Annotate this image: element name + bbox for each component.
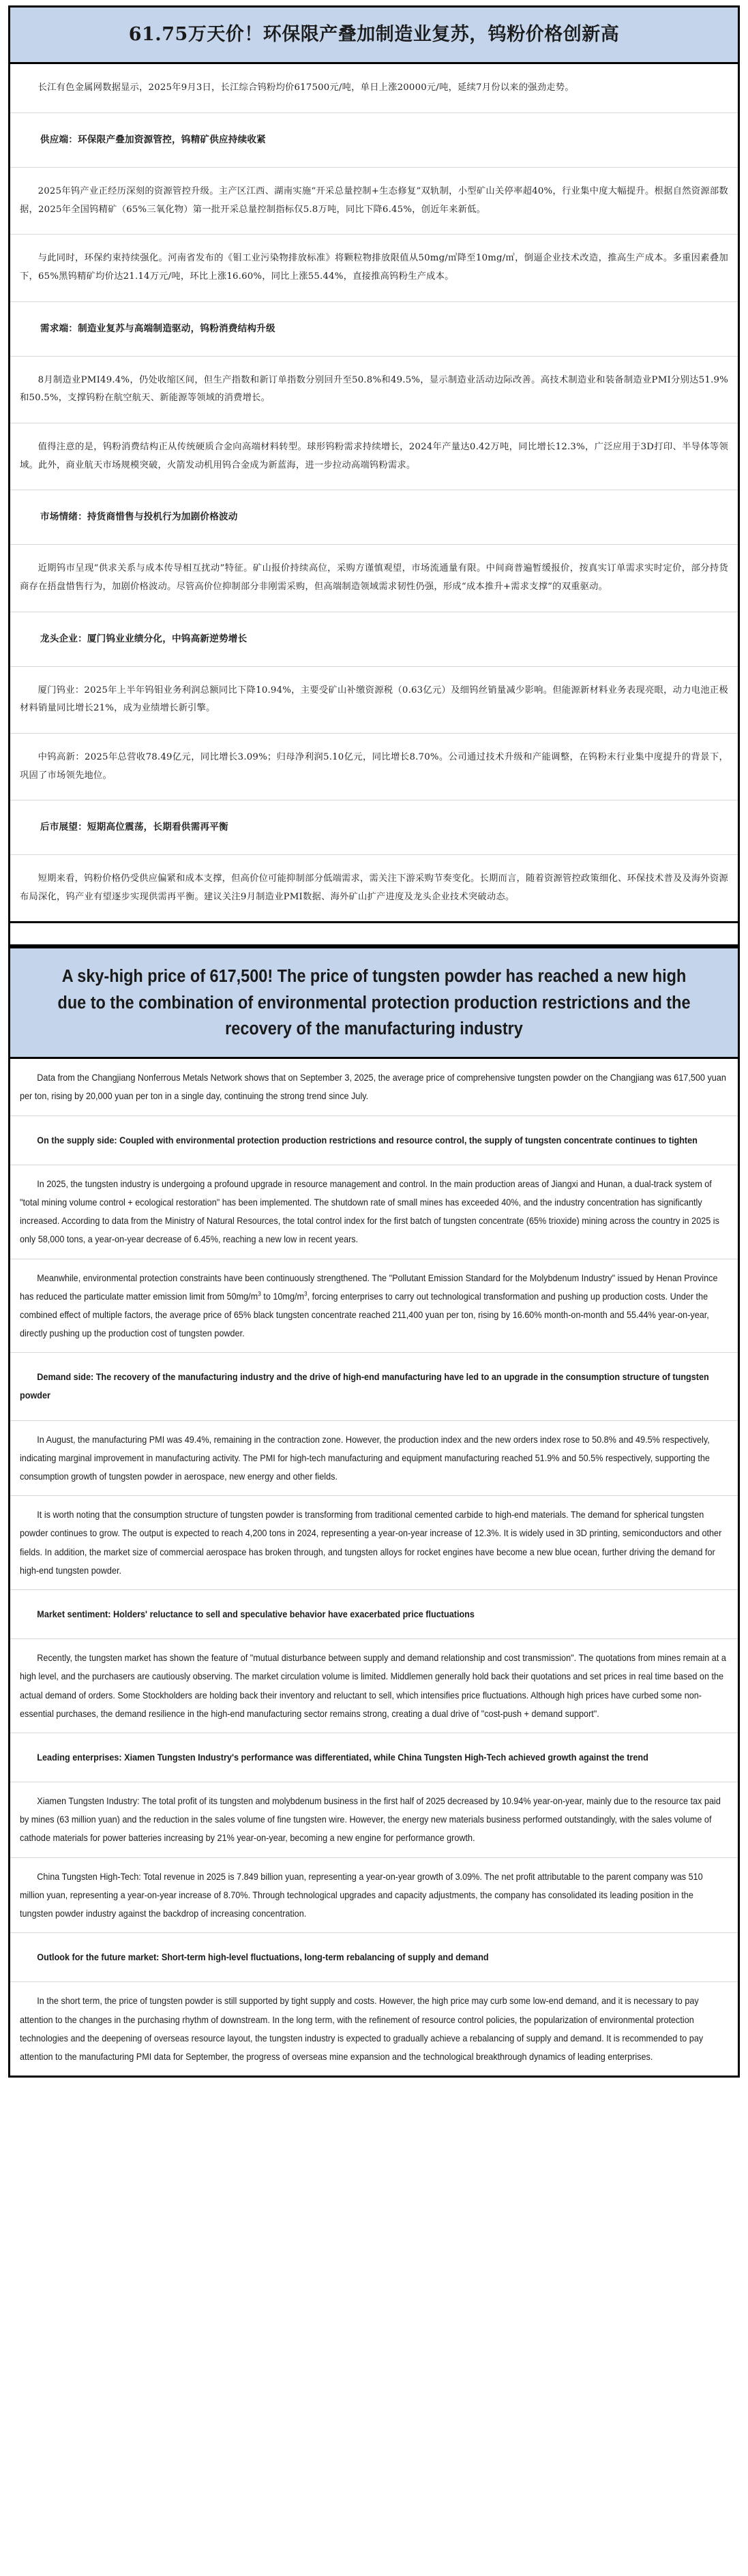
chinese-paragraph-cell [10,855,738,921]
english-paragraph: In 2025, the tungsten industry is undergoing a profound upgrade in resource management and control. In the main production areas of Jiangxi and Hunan, a dual-track system of "total mining volume control + ecological restoration" has been implemented. The shutdown rate of small mines has exceeded 40%, and the industry concentration has significantly increased. According to data from the Ministry of Natural Resources, the total control index for the first batch of tungsten concentrate (65% trioxide) mining across the country in 2025 is only 58,000 tons, a year-on-year decrease of 6.45%, reaching a new low in recent years. [20,1178,719,1245]
english-heading-row-outlook [10,1933,739,1982]
chinese-article-table [8,5,740,923]
english-paragraph-cell [10,1982,738,2076]
chinese-paragraph-row [10,545,739,612]
chinese-paragraph-cell [10,667,738,733]
chinese-heading-demand: 需求端：制造业复苏与高端制造驱动，钨粉消费结构升级 [40,323,275,334]
chinese-heading-sentiment: 市场情绪：持货商惜售与投机行为加剧价格波动 [40,511,238,523]
chinese-heading-cell-outlook [10,800,738,854]
chinese-paragraph-cell [10,357,738,423]
english-paragraph-row [10,1639,739,1733]
english-heading-cell-demand [10,1353,738,1420]
chinese-paragraph: 值得注意的是，钨粉消费结构正从传统硬质合金向高端材料转型。球形钨粉需求持续增长，2024年产量达0.42万吨，同比增长12.3%，广泛应用于3D打印、半导体等领域。此外，商业航天市场规模突破，火箭发动机用钨合金成为新蓝海，进一步拉动高端钨粉需求。 [20,441,728,470]
english-heading-row-sentiment [10,1589,739,1638]
english-paragraph-row [10,1982,739,2077]
english-heading-row-supply [10,1115,739,1165]
chinese-paragraph: 近期钨市呈现“供求关系与成本传导相互扰动”特征。矿山报价持续高位，采购方谨慎观望，市场流通量有限。中间商普遍暂缓报价，按真实订单需求实时定价，部分持货商存在捂盘惜售行为，加剧价格波动。尽管高价位抑制部分非刚需采购，但高端制造领域需求韧性仍强，形成“成本推升+需求支撑”的双重驱动。 [20,563,728,592]
chinese-paragraph: 短期来看，钨粉价格仍受供应偏紧和成本支撑，但高价位可能抑制部分低端需求，需关注下游采购节奏变化。长期而言，随着资源管控政策细化、环保技术普及及海外资源布局深化，钨产业有望逐步实现供需再平衡。建议关注9月制造业PMI数据、海外矿山扩产进度及龙头企业技术突破动态。 [20,873,728,902]
english-paragraph-row [10,1165,739,1259]
english-paragraph-cell [10,1165,738,1259]
english-paragraph-cell [10,1259,738,1353]
chinese-heading-cell-enterprises [10,612,738,666]
chinese-heading-cell-supply [10,113,738,167]
english-paragraph: Xiamen Tungsten Industry: The total profit of its tungsten and molybdenum business in the first half of 2025 decreased by 10.94% year-on-year, mainly due to the resource tax paid by mines (63 million yuan) and the reduction in the sales volume of fine tungsten wire. However, the energy new materials business performed outstandingly, with the sales volume of cathode materials for power batteries increasing by 21% year-on-year, becoming a new engine for performance growth. [20,1796,721,1844]
english-paragraph-row [10,1259,739,1353]
chinese-paragraph-row [10,168,739,235]
english-heading-demand: Demand side: The recovery of the manufacturing industry and the drive of high-end manufacturing have led to an upgrade in the consumption structure of tungsten powder [20,1372,709,1401]
english-heading-cell-enterprises [10,1733,738,1782]
chinese-paragraph-cell [10,423,738,490]
english-heading-row-demand [10,1353,739,1420]
english-paragraph-row [10,1420,739,1496]
english-paragraph-cell [10,1782,738,1857]
english-paragraph: It is worth noting that the consumption structure of tungsten powder is transforming from traditional cemented carbide to high-end materials. The demand for spherical tungsten powder continues to grow. The output is expected to reach 4,200 tons in 2024, representing a year-on-year increase of 12.3%. It is widely used in 3D printing, semiconductors and other fields. In addition, the market size of commercial aerospace has broken through, and tungsten alloys for rocket engines have become a new blue ocean, further driving the demand for high-end tungsten powder. [20,1510,722,1576]
chinese-heading-outlook: 后市展望：短期高位震荡，长期看供需再平衡 [40,822,228,833]
chinese-heading-row-supply [10,113,739,168]
english-lead-paragraph: Data from the Changjiang Nonferrous Metals Network shows that on September 3, 2025, the average price of comprehensive tungsten powder on the Changjiang was 617,500 yuan per ton, rising by 20,000 yuan per ton in a single day, continuing the strong trend since July. [20,1073,726,1102]
english-paragraph: Meanwhile, environmental protection constraints have been continuously strengthened. The "Pollutant Emission Standard for the Molybdenum Industry" issued by Henan Province has reduced the particulate matter emission limit from $50mg/m^3$ to $10mg/m^3$, forcing enterprises to carry out technological transformation and pushing up production costs. Under the combined effect of multiple factors, the average price of 65% black tungsten concentrate reached 211,400 yuan per ton, rising by 16.60% month-on-month and 55.44% year-on-year, directly pushing up the production cost of tungsten powder. [20,1272,718,1339]
english-lead-cell [10,1059,738,1115]
english-heading-cell-sentiment [10,1590,738,1638]
chinese-heading-row-demand [10,301,739,356]
chinese-heading-cell-demand [10,302,738,356]
section-divider [8,923,740,946]
chinese-heading-row-outlook [10,800,739,855]
chinese-paragraph-cell [10,168,738,234]
english-paragraph-cell [10,1639,738,1733]
english-heading-row-enterprises [10,1733,739,1782]
chinese-paragraph-cell [10,734,738,800]
english-heading-supply: On the supply side: Coupled with environmental protection production restrictions and resource control, the supply of tungsten concentrate continues to tighten [37,1135,698,1145]
chinese-title-row [10,7,739,63]
english-paragraph: Recently, the tungsten market has shown the feature of "mutual disturbance between supply and demand relationship and cost transmission". The quotations from mines remain at a high level, and the purchasers are cautiously observing. The market circulation volume is limited. Middlemen generally hold back their quotations and set prices in real time based on the actual demand of orders. Some Stockholders are holding back their inventory and reluctant to sell, which intensifies price fluctuations. Although high prices have curbed some non-essential purchases, the demand resilience in the high-end manufacturing sector remains strong, creating a dual drive of "cost-push + demand support". [20,1653,726,1719]
english-paragraph-cell [10,1421,738,1496]
chinese-paragraph: 2025年钨产业正经历深刻的资源管控升级。主产区江西、湖南实施“开采总量控制+生态修复”双轨制，小型矿山关停率超40%，行业集中度大幅提升。根据自然资源部数据，2025年全国钨精矿（65%三氧化物）第一批开采总量控制指标仅5.8万吨，同比下降6.45%，创近年来新低。 [20,186,728,215]
chinese-paragraph: 8月制造业PMI49.4%，仍处收缩区间，但生产指数和新订单指数分别回升至50.8%和49.5%，显示制造业活动边际改善。高技术制造业和装备制造业PMI分别达51.9%和50.5%，支撑钨粉在航空航天、新能源等领域的消费增长。 [20,374,728,404]
english-paragraph-row [10,1782,739,1858]
chinese-paragraph-row [10,356,739,423]
chinese-lead-paragraph: 长江有色金属网数据显示，2025年9月3日，长江综合钨粉均价617500元/吨，单日上涨20000元/吨，延续7月份以来的强劲走势。 [38,83,574,93]
english-article-title: A sky-high price of 617,500! The price of tungsten powder has reached a new high due to the combination of environmental protection production restrictions and the recovery of the manufacturing industry [57,967,691,1038]
english-paragraph-cell [10,1496,738,1589]
chinese-paragraph-row [10,666,739,733]
english-paragraph-row [10,1496,739,1590]
chinese-paragraph-cell [10,545,738,611]
chinese-heading-row-enterprises [10,612,739,666]
chinese-heading-enterprises: 龙头企业：厦门钨业业绩分化，中钨高新逆势增长 [40,633,248,644]
chinese-heading-row-sentiment [10,490,739,545]
english-lead-row [10,1058,739,1115]
english-heading-cell-outlook [10,1933,738,1981]
chinese-paragraph: 与此同时，环保约束持续强化。河南省发布的《钼工业污染物排放标准》将颗粒物排放限值从50mg/㎥降至10mg/㎥，倒逼企业技术改造，推高生产成本。多重因素叠加下，65%黑钨精矿均价达21.14万元/吨，环比上涨16.60%，同比上涨55.44%，直接推高钨粉生产成本。 [20,253,728,282]
english-paragraph-cell [10,1858,738,1933]
chinese-paragraph: 中钨高新：2025年总营收78.49亿元，同比增长3.09%；归母净利润5.10亿元，同比增长8.70%。公司通过技术升级和产能调整，在钨粉末行业集中度提升的背景下，巩固了市场领先地位。 [20,751,728,781]
chinese-paragraph-cell [10,235,738,301]
chinese-heading-supply: 供应端：环保限产叠加资源管控，钨精矿供应持续收紧 [40,134,266,146]
chinese-heading-cell-sentiment [10,490,738,544]
english-paragraph: In the short term, the price of tungsten powder is still supported by tight supply and costs. However, the high price may curb some low-end demand, and it is necessary to pay attention to the changes in the purchasing rhythm of downstream. In the long term, with the refinement of resource control policies, the popularization of environmental protection technologies and the deepening of overseas resource layout, the tungsten industry is expected to gradually achieve a rebalancing of supply and demand. It is recommended to pay attention to the manufacturing PMI data for September, the progress of overseas mine expansion and the technological breakthrough dynamics of leading enterprises. [20,1996,704,2062]
chinese-paragraph: 厦门钨业：2025年上半年钨钼业务利润总额同比下降10.94%，主要受矿山补缴资源税（0.63亿元）及细钨丝销量减少影响。但能源新材料业务表现亮眼，动力电池正极材料销量同比增长21%，成为业绩增长新引擎。 [20,685,728,714]
english-heading-sentiment: Market sentiment: Holders' reluctance to sell and speculative behavior have exacerbated price fluctuations [37,1608,475,1619]
english-paragraph-row [10,1857,739,1933]
english-article-table [8,946,740,2078]
chinese-article-title: 61.75万天价！环保限产叠加制造业复苏，钨粉价格创新高 [128,24,620,45]
chinese-lead-cell [10,64,738,113]
chinese-paragraph-row [10,855,739,923]
english-paragraph: In August, the manufacturing PMI was 49.4%, remaining in the contraction zone. However, the production index and the new orders index rose to 50.8% and 49.5% respectively, indicating marginal improvement in manufacturing activity. The PMI for high-tech manufacturing and equipment manufacturing reached 51.9% and 50.5% respectively, supporting the consumption growth of tungsten powder in aerospace, new energy and other fields. [20,1434,710,1482]
chinese-paragraph-row [10,235,739,301]
english-heading-enterprises: Leading enterprises: Xiamen Tungsten Industry's performance was differentiated, while China Tungsten High-Tech achieved growth against the trend [37,1752,648,1763]
chinese-paragraph-row [10,733,739,800]
english-heading-cell-supply [10,1116,738,1165]
chinese-paragraph-row [10,423,739,490]
chinese-lead-row [10,63,739,113]
english-paragraph: China Tungsten High-Tech: Total revenue in 2025 is 7.849 billion yuan, representing a year-on-year growth of 3.09%. The net profit attributable to the parent company was 510 million yuan, representing a year-on-year increase of 8.70%. Through technological upgrades and capacity adjustments, the company has consolidated its leading position in the tungsten powder industry against the backdrop of increasing concentration. [20,1871,703,1919]
english-heading-outlook: Outlook for the future market: Short-term high-level fluctuations, long-term rebalancing of supply and demand [37,1952,489,1963]
english-title-row [10,948,739,1058]
